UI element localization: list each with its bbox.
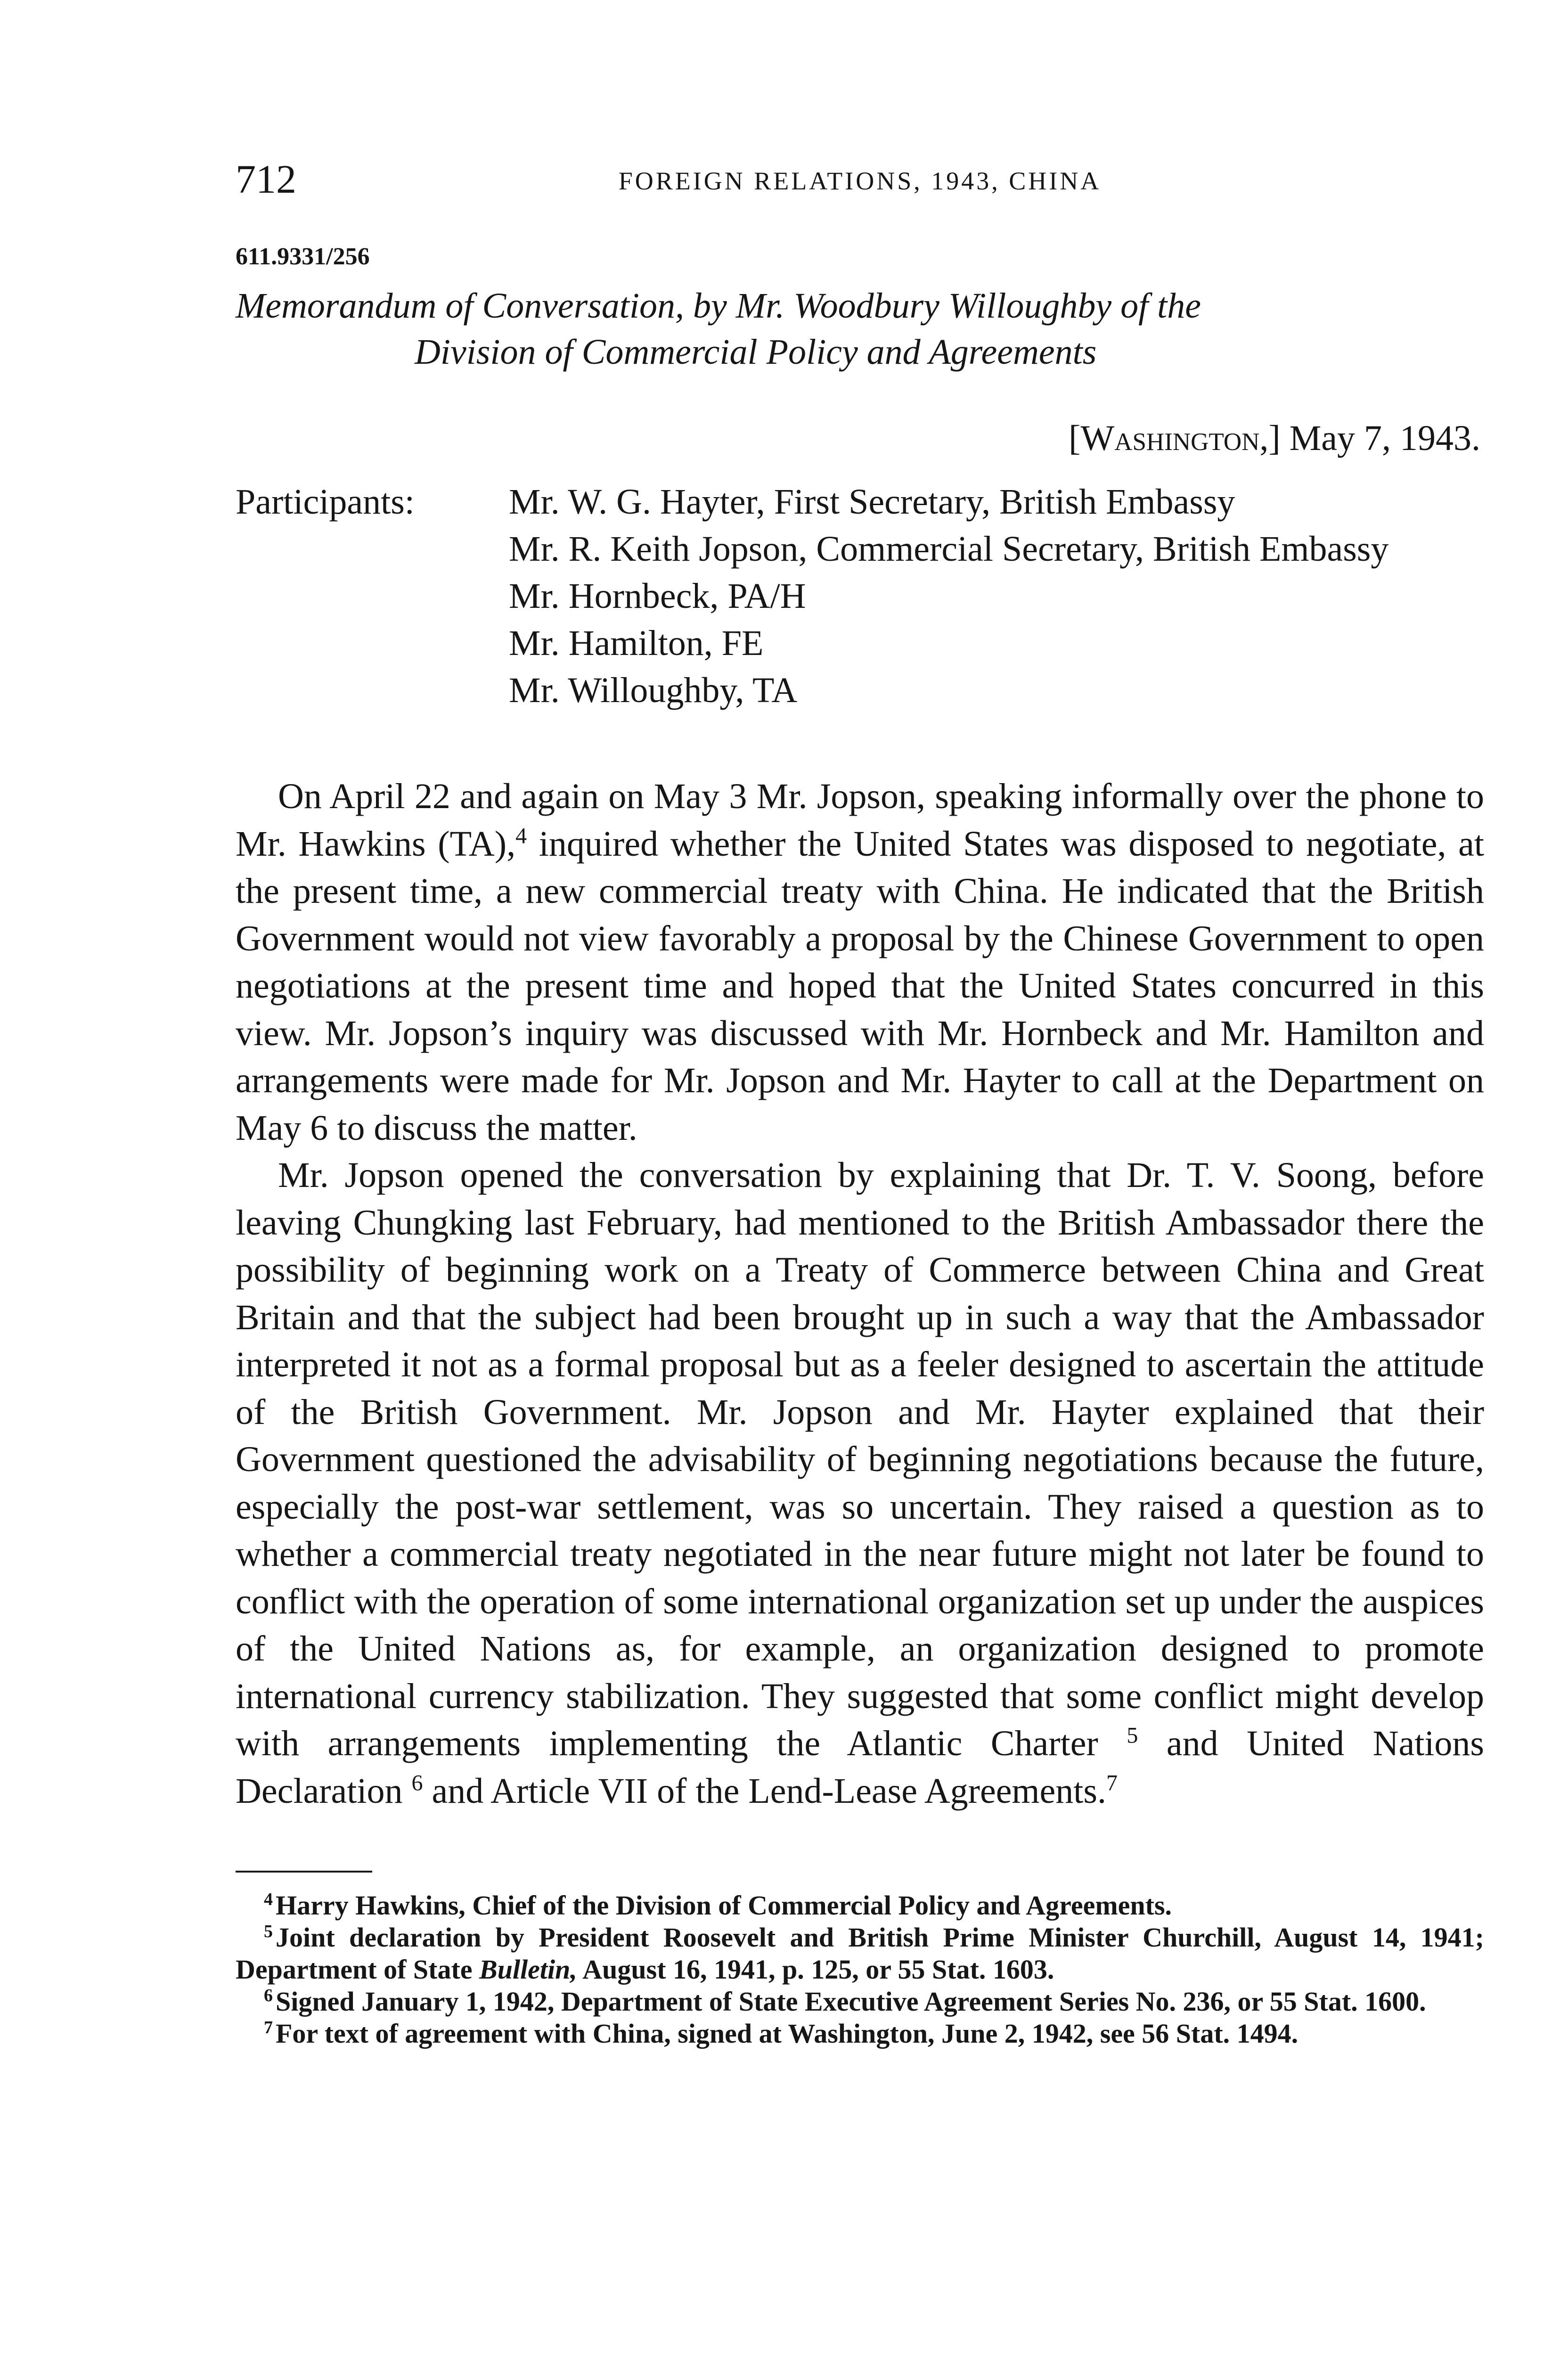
footnote-text: August 16, 1941, p. 125, or 55 Stat. 1603. [577, 1954, 1054, 1985]
dateline-date: May 7, 1943. [1289, 418, 1480, 458]
participant-item: Mr. R. Keith Jopson, Commercial Secretary, British Embassy [509, 529, 1389, 569]
paragraph-text: and Article VII of the Lend-Lease Agreements. [423, 1771, 1106, 1811]
footnote-divider [236, 1871, 372, 1873]
participant-item: Mr. W. G. Hayter, First Secretary, British Embassy [509, 482, 1235, 522]
participants-label: Participants: [236, 482, 415, 522]
footnote-5 [236, 1922, 1484, 1986]
footnote-number: 6 [264, 1985, 273, 2005]
memorandum-body [236, 773, 1484, 1815]
running-title: FOREIGN RELATIONS, 1943, CHINA [618, 167, 1102, 195]
footnote-ref-5: 5 [1127, 1723, 1138, 1748]
footnote-text: Harry Hawkins, Chief of the Division of Commercial Policy and Agreements. [276, 1890, 1172, 1921]
title-line-1: Memorandum of Conversation, by Mr. Woodbury Willoughby of the [236, 286, 1201, 326]
footnote-7 [236, 2018, 1484, 2050]
footnote-text: Signed January 1, 1942, Department of State Executive Agreement Series No. 236, or 55 Stat. 1600. [276, 1986, 1426, 2017]
footnote-italic: Bulletin, [479, 1954, 577, 1985]
footnote-number: 4 [264, 1889, 273, 1909]
footnote-number: 7 [264, 2017, 273, 2037]
dateline-place: [Washington,] [1069, 418, 1281, 458]
paragraph-text: and United Nations Declaration [236, 1724, 1484, 1811]
participant-item: Mr. Hamilton, FE [509, 623, 764, 663]
paragraph-text: On April 22 and again on May 3 Mr. Jopson, speaking informally over the phone to Mr. Hawkins (TA), [236, 777, 1484, 864]
body-paragraph-2 [236, 1152, 1484, 1815]
document-title [236, 283, 1479, 375]
dateline [1069, 415, 1480, 462]
paragraph-text: inquired whether the United States was disposed to negotiate, at the present time, a new commercial treaty with China. He indicated that the British Government would not view favorably a proposal by the Chinese Government to open negotiations at the present time and hoped that the United States concurred in this view. Mr. Jopson’s inquiry was discussed with Mr. Hornbeck and Mr. Hamilton and arrangements were made for Mr. Jopson and Mr. Hayter to call at the Department on May 6 to discuss the matter. [236, 824, 1484, 1148]
participant-list [509, 478, 1484, 714]
footnote-4 [236, 1890, 1484, 1922]
participant-item: Mr. Hornbeck, PA/H [509, 576, 806, 616]
footnote-ref-7: 7 [1106, 1770, 1118, 1796]
footnote-6 [236, 1986, 1484, 2018]
paragraph-text: Mr. Jopson opened the conversation by explaining that Dr. T. V. Soong, before leaving Chungking last February, had mentioned to the British Ambassador there the possibility of beginning work on a Treaty of Commerce between China and Great Britain and that the subject had been brought up in such a way that the Ambassador interpreted it not as a formal proposal but as a feeler designed to ascertain the attitude of the British Government. Mr. Jopson and Mr. Hayter explained that their Government questioned the advisability of beginning negotiations because the future, especially the post-war settlement, was so uncertain. They raised a question as to whether a commercial treaty negotiated in the near future might not later be found to conflict with the operation of some international organization set up under the auspices of the United Nations as, for example, an organization designed to promote international currency stabilization. They suggested that some conflict might develop with arrangements implementing the Atlantic Charter [236, 1155, 1484, 1763]
footnote-text: For text of agreement with China, signed at Washington, June 2, 1942, see 56 Stat. 1494. [276, 2018, 1298, 2049]
page-header [236, 155, 1484, 207]
footnote-number: 5 [264, 1921, 273, 1941]
body-paragraph-1 [236, 773, 1484, 1152]
footnotes [236, 1890, 1484, 2050]
footnote-ref-6: 6 [411, 1770, 423, 1796]
footnote-ref-4: 4 [515, 823, 527, 849]
participant-item: Mr. Willoughby, TA [509, 671, 798, 710]
page-number: 712 [236, 156, 296, 202]
title-line-2: Division of Commercial Policy and Agreements [415, 332, 1097, 372]
file-number: 611.9331/256 [236, 243, 370, 270]
footnote-text: Joint declaration by President Roosevelt and British Prime Minister Churchill, August 14, 1941; Department of State [236, 1922, 1484, 1985]
